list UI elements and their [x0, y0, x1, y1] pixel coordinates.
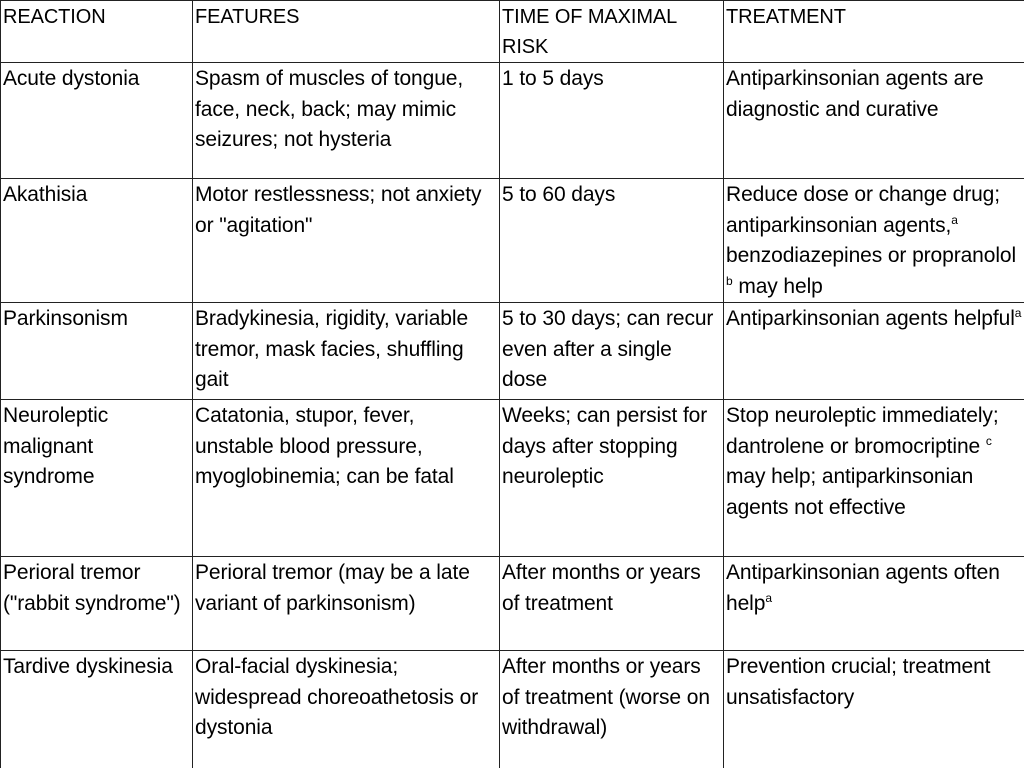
treatment-text: Stop neuroleptic immediately; dantrolene or bromocriptine	[726, 404, 999, 458]
cell-reaction: Akathisia	[1, 179, 193, 303]
table-row	[1, 400, 1024, 557]
cell-reaction: Perioral tremor ("rabbit syndrome")	[1, 557, 193, 651]
cell-treatment: Prevention crucial; treatment unsatisfactory	[724, 651, 1024, 768]
cell-features: Perioral tremor (may be a late variant of parkinsonism)	[193, 557, 500, 651]
cell-features: Oral-facial dyskinesia; widespread choreoathetosis or dystonia	[193, 651, 500, 768]
footnote-marker: b	[726, 273, 733, 288]
cell-features: Catatonia, stupor, fever, unstable blood pressure, myoglobinemia; can be fatal	[193, 400, 500, 557]
treatment-text: benzodiazepines or propranolol	[726, 244, 1017, 267]
cell-reaction: Acute dystonia	[1, 63, 193, 179]
header-row	[1, 1, 1024, 63]
footnote-marker: a	[951, 212, 958, 227]
cell-features: Motor restlessness; not anxiety or "agitation"	[193, 179, 500, 303]
treatment-text: Antiparkinsonian agents often help	[726, 561, 1000, 615]
cell-treatment	[724, 179, 1024, 303]
treatment-text: may help	[732, 274, 823, 298]
cell-treatment	[724, 303, 1024, 400]
cell-time: 5 to 30 days; can recur even after a single dose	[500, 303, 724, 400]
footnote-marker: a	[765, 590, 772, 605]
cell-treatment	[724, 557, 1024, 651]
cell-time: 5 to 60 days	[500, 179, 724, 303]
cell-treatment	[724, 400, 1024, 557]
treatment-text: Reduce dose or change drug; antiparkinsonian agents,	[726, 183, 1000, 237]
header-reaction: REACTION	[1, 1, 193, 63]
cell-reaction: Tardive dyskinesia	[1, 651, 193, 768]
treatment-text: may help; antiparkinsonian agents not effective	[726, 465, 974, 519]
cell-features: Bradykinesia, rigidity, variable tremor, mask facies, shuffling gait	[193, 303, 500, 400]
header-features: FEATURES	[193, 1, 500, 63]
table-row	[1, 179, 1024, 303]
cell-time: 1 to 5 days	[500, 63, 724, 179]
table-row	[1, 651, 1024, 768]
footnote-marker: a	[1014, 306, 1022, 320]
cell-time: After months or years of treatment	[500, 557, 724, 651]
table-row	[1, 63, 1024, 179]
table-row	[1, 303, 1024, 400]
cell-treatment: Antiparkinsonian agents are diagnostic and curative	[724, 63, 1024, 179]
footnote-marker: c	[985, 433, 992, 448]
header-time-of-maximal-risk: TIME OF MAXIMAL RISK	[500, 1, 724, 63]
treatment-text: Antiparkinsonian agents helpful	[726, 307, 1015, 330]
cell-reaction: Parkinsonism	[1, 303, 193, 400]
table-row	[1, 557, 1024, 651]
cell-reaction: Neuroleptic malignant syndrome	[1, 400, 193, 557]
cell-features: Spasm of muscles of tongue, face, neck, back; may mimic seizures; not hysteria	[193, 63, 500, 179]
cell-time: After months or years of treatment (worse on withdrawal)	[500, 651, 724, 768]
cell-time: Weeks; can persist for days after stopping neuroleptic	[500, 400, 724, 557]
header-treatment: TREATMENT	[724, 1, 1024, 63]
